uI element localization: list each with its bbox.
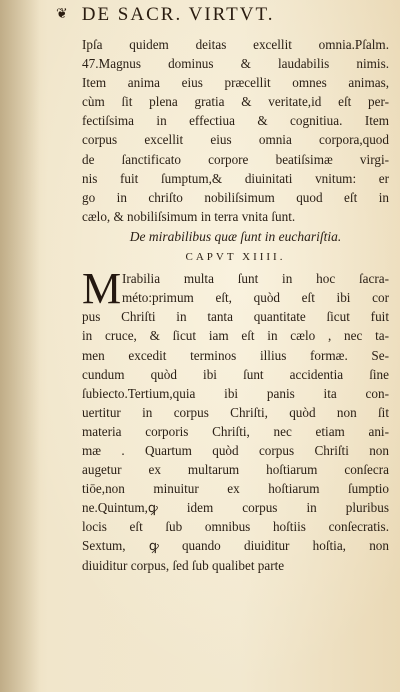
text-line: méto:primum eſt, quòd eſt ibi cor bbox=[122, 290, 389, 306]
text-line: nis fuit ſumptum,& diuinitati vnitum: er bbox=[82, 170, 389, 186]
text-line: Item anima eius præcellit omnes animas, bbox=[82, 75, 389, 91]
running-head bbox=[56, 4, 386, 26]
text-line: cælo, & nobiliſsimum in terra vnita ſunt. bbox=[82, 208, 296, 224]
text-line: cundum quòd ibi ſunt accidentia ſine bbox=[82, 366, 389, 382]
text-line: mæ . Quartum quòd corpus Chriſti non bbox=[82, 442, 389, 458]
text-line: uertitur in corpus Chriſti, quòd non ſit bbox=[82, 404, 389, 420]
text-line: Sextum, ꝙ quando diuiditur hoſtia, non bbox=[82, 538, 389, 554]
text-line: in cruce, & ſicut iam eſt in cælo , nec ta- bbox=[82, 328, 389, 344]
text-block bbox=[82, 35, 389, 575]
text-line: Ipſa quidem deitas excellit omnia.Pſalm. bbox=[82, 37, 389, 52]
text-line: Irabilia multa ſunt in hoc ſacra- bbox=[122, 271, 389, 287]
text-line: diuiditur corpus, ſed ſub qualibet parte bbox=[82, 557, 285, 573]
text-line: ſubiecto.Tertium,quia ibi panis ita con- bbox=[82, 385, 389, 401]
text-line: 47.Magnus dominus & laudabilis nimis. bbox=[82, 56, 389, 72]
text-line: pus Chriſti in tanta quantitate ſicut fuit bbox=[82, 309, 389, 325]
text-line: fectiſsima in effectiua & cognitiua. Item bbox=[82, 113, 389, 129]
text-line: cùm ſit plena gratia & veritate,id eſt per- bbox=[82, 94, 389, 110]
text-line: materia corporis Chriſti, nec etiam ani- bbox=[82, 423, 389, 439]
ornament-icon: ❦ bbox=[56, 7, 68, 22]
text-line: ne.Quintum,ꝙ idem corpus in pluribus bbox=[82, 500, 389, 516]
running-head-title: DE SACR. VIRTVT. bbox=[81, 4, 275, 25]
text-line: de ſanctificato corpore beatiſsimæ virgi- bbox=[82, 151, 389, 167]
text-line: corpus excellit eius omnia corpora,quod bbox=[82, 132, 389, 148]
chapter-opening bbox=[82, 264, 389, 314]
text-line: men excedit terminos illius formæ. Se- bbox=[82, 347, 389, 363]
section-title: De mirabilibus quæ ſunt in euchariſtia. bbox=[129, 228, 342, 244]
spine-shadow bbox=[0, 0, 40, 692]
drop-cap: M bbox=[82, 264, 122, 314]
text-line: locis eſt ſub omnibus hoſtiis conſecratis. bbox=[82, 519, 389, 535]
text-line: go in chriſto nobiliſsimum quod eſt in bbox=[82, 189, 389, 205]
text-line: augetur ex multarum hoſtiarum conſecra bbox=[82, 462, 389, 478]
text-line: tiōe,non minuitur ex hoſtiarum ſumptio bbox=[82, 481, 389, 497]
chapter-label: CAPVT XIIII. bbox=[185, 251, 286, 264]
